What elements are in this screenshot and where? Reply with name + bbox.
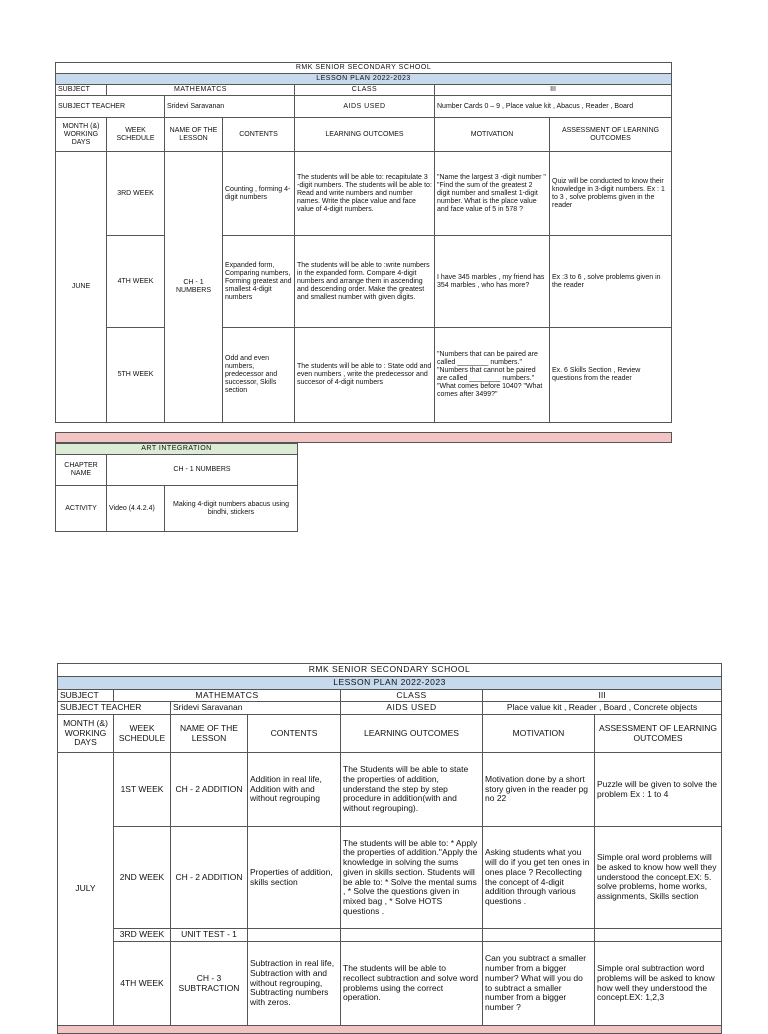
lesson-plan-title: LESSON PLAN 2022-2023 <box>58 676 722 689</box>
lesson-plan-title: LESSON PLAN 2022-2023 <box>56 74 672 85</box>
header-contents: CONTENTS <box>223 118 295 152</box>
table-row <box>58 827 722 929</box>
lesson-cell: CH - 2 ADDITION <box>171 827 248 929</box>
table-row <box>56 152 672 236</box>
art-integration-title: ART INTEGRATION <box>56 444 298 455</box>
subject-label: SUBJECT <box>58 689 114 702</box>
teacher-value: Sridevi Saravanan <box>165 96 295 118</box>
contents-cell <box>248 929 341 942</box>
contents-cell: Subtraction in real life, Subtraction with and without regrouping, Subtracting numbers with zeros. <box>248 942 341 1026</box>
assessment-cell: Ex. 6 Skills Section , Review questions from the reader <box>550 328 672 423</box>
lesson-cell: CH - 3 SUBTRACTION <box>171 942 248 1026</box>
assessment-cell: Puzzle will be given to solve the problem Ex : 1 to 4 <box>595 753 722 827</box>
contents-cell: Odd and even numbers, predecessor and successor, Skills section <box>223 328 295 423</box>
subject-label: SUBJECT <box>56 85 107 96</box>
contents-cell: Properties of addition, skills section <box>248 827 341 929</box>
teacher-label: SUBJECT TEACHER <box>56 96 165 118</box>
header-week: WEEK SCHEDULE <box>107 118 165 152</box>
table-row <box>58 753 722 827</box>
motivation-cell: "Name the largest 3 -digit number " "Find the sum of the greatest 2 digit number and smallest 1-digit number. What is the place value and face value of 5 in 578 ? <box>435 152 550 236</box>
aids-value: Number Cards 0 – 9 , Place value kit , Abacus , Reader , Board <box>435 96 672 118</box>
class-label: CLASS <box>341 689 483 702</box>
outcomes-cell: The students will be able to: * Apply the properties of addition."Apply the knowledge in solving the sums given in skills section. Students will be able to: * Solve the mental sums , * Solve the questions given in mixed bag , * Solve HOTS questions . <box>341 827 483 929</box>
week-cell: 3RD WEEK <box>107 152 165 236</box>
aids-value: Place value kit , Reader , Board , Concrete objects <box>483 702 722 715</box>
month-cell: JUNE <box>56 152 107 423</box>
header-outcomes: LEARNING OUTCOMES <box>341 715 483 753</box>
lesson-cell: CH - 2 ADDITION <box>171 753 248 827</box>
outcomes-cell: The students will be able to: recapitulate 3 -digit numbers. The students will be able to: Read and write numbers and number names. Write the place value and face value of 4-digit numbers. <box>295 152 435 236</box>
contents-cell: Expanded form, Comparing numbers, Forming greatest and smallest 4-digit numbers <box>223 236 295 328</box>
motivation-cell <box>483 929 595 942</box>
teacher-label: SUBJECT TEACHER <box>58 702 171 715</box>
header-week: WEEK SCHEDULE <box>114 715 171 753</box>
week-cell: 5TH WEEK <box>107 328 165 423</box>
header-lesson: NAME OF THE LESSON <box>171 715 248 753</box>
contents-cell: Counting , forming 4-digit numbers <box>223 152 295 236</box>
outcomes-cell: The Students will be able to state the properties of addition, understand the step by step procedure in addition(with and without regrouping). <box>341 753 483 827</box>
class-value: III <box>435 85 672 96</box>
assessment-cell: Ex :3 to 6 , solve problems given in the reader <box>550 236 672 328</box>
week-cell: 4TH WEEK <box>114 942 171 1026</box>
header-contents: CONTENTS <box>248 715 341 753</box>
table-row <box>56 236 672 328</box>
header-assessment: ASSESSMENT OF LEARNING OUTCOMES <box>550 118 672 152</box>
contents-cell: Addition in real life, Addition with and without regrouping <box>248 753 341 827</box>
class-value: III <box>483 689 722 702</box>
assessment-cell: Simple oral word problems will be asked to know how well they understood the concept.EX: 5. solve problems, home works, assignments, Skills section <box>595 827 722 929</box>
chapter-name-label: CHAPTER NAME <box>56 455 107 486</box>
header-outcomes: LEARNING OUTCOMES <box>295 118 435 152</box>
header-month: MONTH (&) WORKING DAYS <box>56 118 107 152</box>
lesson-plan-table-july <box>57 663 722 1034</box>
aids-label: AIDS USED <box>295 96 435 118</box>
subject-value: MATHEMATCS <box>107 85 295 96</box>
week-cell: 3RD WEEK <box>114 929 171 942</box>
subject-value: MATHEMATCS <box>114 689 341 702</box>
table-row <box>58 942 722 1026</box>
header-assessment: ASSESSMENT OF LEARNING OUTCOMES <box>595 715 722 753</box>
header-month: MONTH (&) WORKING DAYS <box>58 715 114 753</box>
lesson-plan-table-june <box>55 62 672 443</box>
header-motivation: MOTIVATION <box>483 715 595 753</box>
school-name: RMK SENIOR SECONDARY SCHOOL <box>56 63 672 74</box>
class-label: CLASS <box>295 85 435 96</box>
lesson-cell: CH - 1 NUMBERS <box>165 152 223 423</box>
aids-label: AIDS USED <box>341 702 483 715</box>
assessment-cell: Simple oral subtraction word problems will be asked to know how well they understood the concept.EX: 1,2,3 <box>595 942 722 1026</box>
motivation-cell: I have 345 marbles , my friend has 354 marbles , who has more? <box>435 236 550 328</box>
spacer-row <box>56 423 672 433</box>
activity-label: ACTIVITY <box>56 486 107 532</box>
teacher-value: Sridevi Saravanan <box>171 702 341 715</box>
chapter-name-value: CH - 1 NUMBERS <box>107 455 298 486</box>
activity-video: Video (4.4.2.4) <box>107 486 165 532</box>
motivation-cell: "Numbers that can be paired are called ________ numbers." "Numbers that cannot be paired are called ________ numbers." "What comes before 1040? "What comes after 3499?" <box>435 328 550 423</box>
month-cell: JULY <box>58 753 114 1026</box>
divider-band <box>58 1026 722 1034</box>
art-integration-table <box>55 443 298 532</box>
motivation-cell: Can you subtract a smaller number from a bigger number? What will you do to subtract a smaller number from a bigger number ? <box>483 942 595 1026</box>
outcomes-cell: The students will be able to recollect subtraction and solve word problems using the correct operation. <box>341 942 483 1026</box>
table-row <box>56 328 672 423</box>
assessment-cell: Quiz will be conducted to know their knowledge in 3-digit numbers. Ex : 1 to 3 , solve problems given in the reader <box>550 152 672 236</box>
lesson-plan-page-1 <box>55 62 671 532</box>
divider-band <box>56 433 672 443</box>
outcomes-cell <box>341 929 483 942</box>
motivation-cell: Asking students what you will do if you get ten ones in ones place ? Recollecting the concept of 4-digit addition through various questions . <box>483 827 595 929</box>
outcomes-cell: The students will be able to : State odd and even numbers , write the predecessor and succesor of 4-digit numbers <box>295 328 435 423</box>
lesson-plan-page-2 <box>57 663 721 1034</box>
header-lesson: NAME OF THE LESSON <box>165 118 223 152</box>
week-cell: 1ST WEEK <box>114 753 171 827</box>
week-cell: 2ND WEEK <box>114 827 171 929</box>
school-name: RMK SENIOR SECONDARY SCHOOL <box>58 664 722 677</box>
activity-description: Making 4-digit numbers abacus using bindhi, stickers <box>165 486 298 532</box>
outcomes-cell: The students will be able to :write numbers in the expanded form. Compare 4-digit numbers and arrange them in ascending and descending order. Make the greatest and smallest number with given digits. <box>295 236 435 328</box>
lesson-cell: UNIT TEST - 1 <box>171 929 248 942</box>
header-motivation: MOTIVATION <box>435 118 550 152</box>
table-row <box>58 929 722 942</box>
motivation-cell: Motivation done by a short story given in the reader pg no 22 <box>483 753 595 827</box>
week-cell: 4TH WEEK <box>107 236 165 328</box>
assessment-cell <box>595 929 722 942</box>
